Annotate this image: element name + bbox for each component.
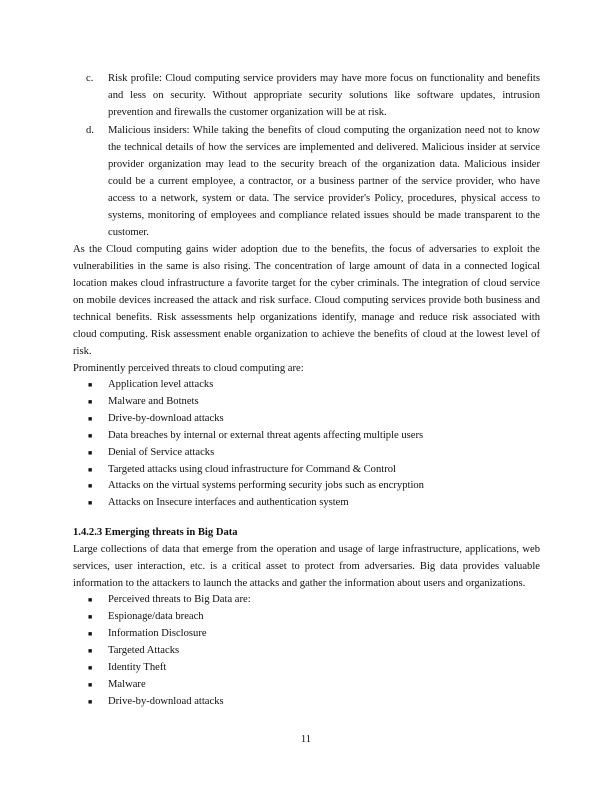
list-item [73, 377, 540, 394]
bullet-icon: ■ [88, 465, 93, 474]
list-item [73, 445, 540, 462]
bullet-icon: ■ [88, 663, 93, 672]
list-item-text: Risk profile: Cloud computing service providers may have more focus on functionality and benefits and less on security. Without appropriate security solutions like software updates, intrusion prevention and firewalls the customer organization will be at risk. [108, 73, 540, 118]
paragraph-big-data: Large collections of data that emerge from the operation and usage of large infrastructure, applications, web services, user interaction, etc. is a critical asset to protect from adversaries. Big data provides valuable information to the attackers to launch the attacks and gather the information about users and organizations. [73, 544, 540, 590]
list-item-text: Targeted attacks using cloud infrastructure for Command & Control [108, 463, 396, 475]
list-item [73, 609, 540, 626]
list-marker: d. [86, 125, 94, 136]
list-item-text: Malware [108, 678, 146, 690]
list-item [73, 694, 540, 711]
bullet-icon: ■ [88, 499, 93, 508]
list-item-text: Malicious insiders: While taking the benefits of cloud computing the organization need not to know the technical details of how the services are implemented and delivered. Malicious insider at service provider organization may lead to the security breach of the organization data. Malicious insider could be a current employee, a contractor, or a business partner of the service provider, who have access to a network, system or data. The service provider's Policy, procedures, physical access to systems, monitoring of employees and compliance related issues should be made transparent to the customer. [108, 125, 540, 238]
list-item [73, 462, 540, 479]
bullet-icon: ■ [88, 596, 93, 605]
list-item-risk-profile [73, 70, 540, 121]
bullet-icon: ■ [88, 680, 93, 689]
list-item-text: Denial of Service attacks [108, 446, 215, 458]
bullet-icon: ■ [88, 482, 93, 491]
list-item [73, 394, 540, 411]
list-item-text: Information Disclosure [108, 628, 207, 640]
list-item-text: Data breaches by internal or external threat agents affecting multiple users [108, 429, 424, 441]
bullet-icon: ■ [88, 381, 93, 389]
bullet-icon: ■ [88, 697, 93, 706]
threats-intro: Prominently perceived threats to cloud computing are: [73, 363, 304, 374]
list-item-text: Targeted Attacks [108, 644, 180, 656]
bullet-icon: ■ [88, 613, 93, 622]
list-item-text: Attacks on the virtual systems performing security jobs such as encryption [108, 480, 424, 492]
list-item [73, 428, 540, 445]
list-item-text: Attacks on Insecure interfaces and authentication system [108, 497, 349, 509]
list-item [73, 643, 540, 660]
list-item [73, 626, 540, 643]
big-data-threats-list [73, 592, 540, 710]
list-item [73, 411, 540, 428]
paragraph-cloud-adoption: As the Cloud computing gains wider adoption due to the benefits, the focus of adversaries to exploit the vulnerabilities in the same is also rising. The concentration of large amount of data in a connected logical location makes cloud infrastructure a favorite target for the cyber criminals. The integration of cloud service on mobile devices increased the attack and risk surface. Cloud computing services provide both business and technical benefits. Risk assessments help organizations identify, manage and reduce risk associated with cloud computing. Risk assessment enable organization to achieve the benefits of cloud at the lowest level of risk. [73, 244, 540, 357]
list-item-text: Espionage/data breach [108, 611, 204, 623]
list-item-text: Malware and Botnets [108, 395, 199, 407]
bullet-icon: ■ [88, 414, 93, 423]
cloud-threats-list [73, 377, 540, 512]
bullet-icon: ■ [88, 646, 93, 655]
list-item [73, 677, 540, 694]
document-page [73, 70, 540, 711]
list-item-text: Drive-by-download attacks [108, 412, 224, 424]
list-item-text: Identity Theft [108, 661, 167, 673]
bullet-icon: ■ [88, 448, 93, 457]
section-heading: 1.4.2.3 Emerging threats in Big Data [73, 527, 238, 539]
bullet-icon: ■ [88, 630, 93, 639]
list-item-malicious-insiders [73, 122, 540, 241]
list-item-text: Application level attacks [108, 379, 214, 390]
list-marker: c. [86, 73, 94, 84]
bullet-icon: ■ [88, 431, 93, 440]
page-number: 11 [300, 734, 312, 745]
bullet-icon: ■ [88, 397, 93, 406]
list-item-text: Perceived threats to Big Data are: [108, 594, 251, 606]
list-item [73, 592, 540, 609]
list-item [73, 495, 540, 512]
list-item-text: Drive-by-download attacks [108, 695, 224, 707]
list-item [73, 478, 540, 495]
list-item [73, 660, 540, 677]
